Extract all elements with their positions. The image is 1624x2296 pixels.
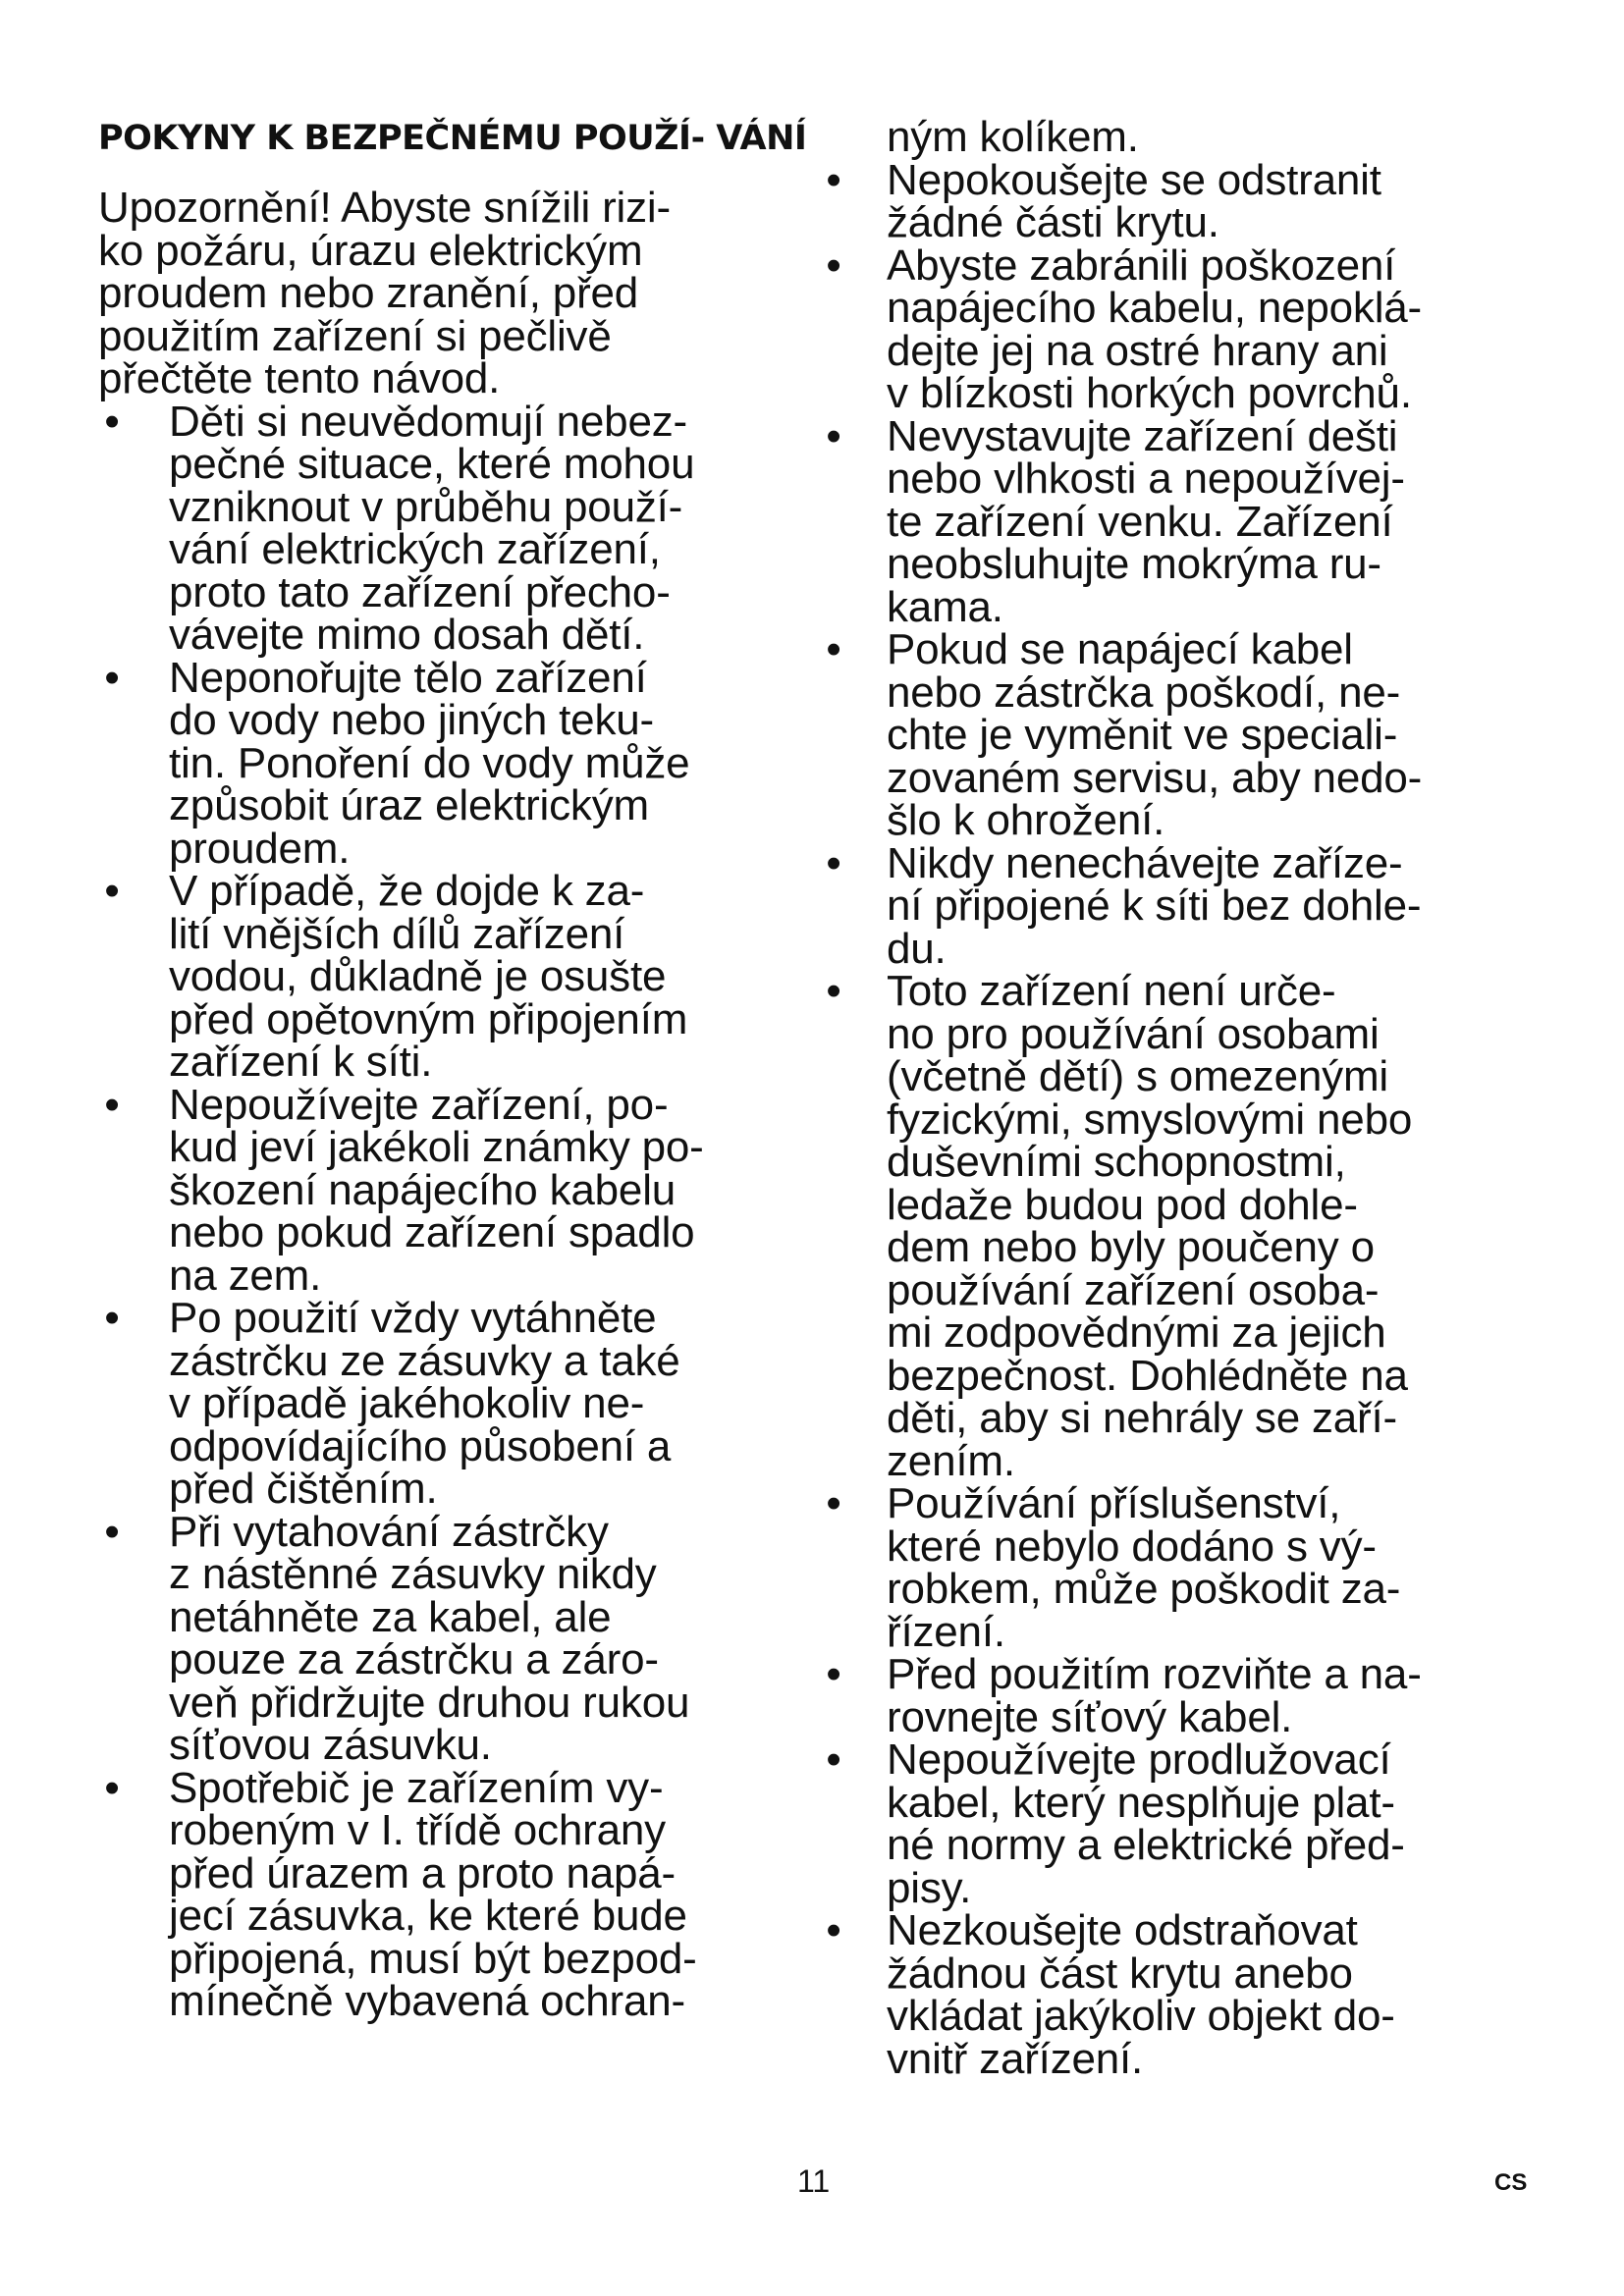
list-item (820, 240, 1537, 417)
bullet-icon: • (826, 155, 841, 204)
bullet-icon: • (826, 1735, 841, 1784)
bullet-icon: • (826, 240, 841, 290)
list-item (98, 1507, 815, 1769)
list-item-text: Nepoužívejte prodlužovací kabel, který nesplňuje plat- né normy a elektrické před- pisy. (887, 1735, 1405, 1912)
right-bullet-list (820, 155, 1537, 2083)
list-item (98, 1080, 815, 1300)
bullet-icon: • (826, 1906, 841, 1954)
list-item-text: Používání příslušenství, které nebylo dodáno s vý- robkem, může poškodit za- řízení. (887, 1479, 1401, 1656)
list-item (98, 1294, 815, 1513)
bullet-icon: • (104, 1080, 120, 1129)
list-item (820, 155, 1537, 246)
list-item (820, 1650, 1537, 1741)
bullet-icon: • (104, 1763, 120, 1812)
bullet-icon: • (104, 653, 120, 702)
list-item (98, 397, 815, 659)
list-item-text: Nezkoušejte odstraňovat žádnou část krytu anebo vkládat jakýkoliv objekt do- vnitř zařízení. (887, 1906, 1395, 2083)
list-item-text: Abyste zabránili poškození napájecího kabelu, nepoklá- dejte jej na ostré hrany ani v blízkosti horkých povrchů. (887, 240, 1423, 417)
list-item (820, 1906, 1537, 2083)
bullet-icon: • (826, 1650, 841, 1698)
list-item (820, 967, 1537, 1485)
left-bullet-list (98, 397, 815, 2025)
list-item-text: V případě, že dojde k za- lití vnějších dílů zařízení vodou, důkladně je osušte před opětovným připojením zařízení k síti. (169, 867, 688, 1086)
list-item-text: Spotřebič je zařízením vy- robeným v I. třídě ochrany před úrazem a proto napá- jecí zásuvka, ke které bude připojená, musí být bezpod- mínečně vybavená ochran- (169, 1763, 697, 2025)
bullet-icon: • (826, 625, 841, 673)
list-item-text: Před použitím rozviňte a na- rovnejte síťový kabel. (887, 1650, 1422, 1741)
list-item-text: Při vytahování zástrčky z nástěnné zásuvky nikdy netáhněte za kabel, ale pouze za zástrčku a záro- veň přidržujte druhou rukou síťovou zásuvku. (169, 1507, 690, 1769)
section-heading: POKYNY K BEZPEČNÉMU POUŽÍ- VÁNÍ (98, 119, 807, 158)
bullet-icon: • (104, 867, 120, 915)
bullet-icon: • (104, 1294, 120, 1342)
list-item-text: Neponořujte tělo zařízení do vody nebo jiných teku- tin. Ponoření do vody může způsobit úraz elektrickým proudem. (169, 653, 690, 873)
list-item (98, 867, 815, 1086)
list-item (820, 1479, 1537, 1656)
bullet-icon: • (104, 397, 120, 446)
bullet-icon: • (826, 1479, 841, 1527)
list-item-text: Nepokoušejte se odstranit žádné části krytu. (887, 155, 1381, 246)
list-item-text: Děti si neuvědomují nebez- pečné situace, které mohou vzniknout v průběhu použí- vání elektrických zařízení, proto tato zařízení přecho- vávejte mimo dosah dětí. (169, 397, 695, 659)
list-item-text: Nikdy nenechávejte zaříze- ní připojené k síti bez dohle- du. (887, 838, 1422, 973)
list-item-text: Nepoužívejte zařízení, po- kud jeví jakékoli známky po- škození napájecího kabelu nebo pokud zařízení spadlo na zem. (169, 1080, 704, 1300)
list-item (820, 1735, 1537, 1912)
bullet-icon: • (826, 967, 841, 1015)
left-column (98, 116, 815, 2023)
list-item-text: Pokud se napájecí kabel nebo zástrčka poškodí, ne- chte je vyměnit ve speciali- zovaném servisu, aby nedo- šlo k ohrožení. (887, 625, 1423, 844)
list-item (98, 1763, 815, 2025)
list-item-text: Toto zařízení není urče- no pro používání osobami (včetně dětí) s omezenými fyzickými, smyslovými nebo duševními schopnostmi, ledaže budou pod dohle- dem nebo byly poučeny o používání zařízení osoba- mi zodpovědnými za jejich bezpečnost. Dohlédněte na děti, aby si nehrály se zaří- zením. (887, 967, 1413, 1485)
bullet-icon: • (104, 1507, 120, 1556)
bullet-icon: • (826, 411, 841, 460)
list-item-text: Nevystavujte zařízení dešti nebo vlhkosti a nepoužívej- te zařízení venku. Zařízení neobsluhujte mokrýma ru- kama. (887, 411, 1405, 631)
warning-paragraph: Upozornění! Abyste snížili rizi- ko požáru, úrazu elektrickým proudem nebo zranění, před použitím zařízení si pečlivě přečtěte tento návod. (98, 184, 671, 402)
list-item-text: Po použití vždy vytáhněte zástrčku ze zásuvky a také v případě jakéhokoliv ne- odpovídajícího působení a před čištěním. (169, 1294, 680, 1513)
page-number: 11 (797, 2163, 831, 2199)
list-item (98, 653, 815, 873)
right-column (820, 113, 1537, 2083)
language-code: CS (1494, 2169, 1528, 2196)
list-item (820, 838, 1537, 973)
continued-text: ným kolíkem. (887, 113, 1139, 161)
list-item (820, 625, 1537, 844)
bullet-icon: • (826, 838, 841, 887)
list-item (820, 411, 1537, 631)
